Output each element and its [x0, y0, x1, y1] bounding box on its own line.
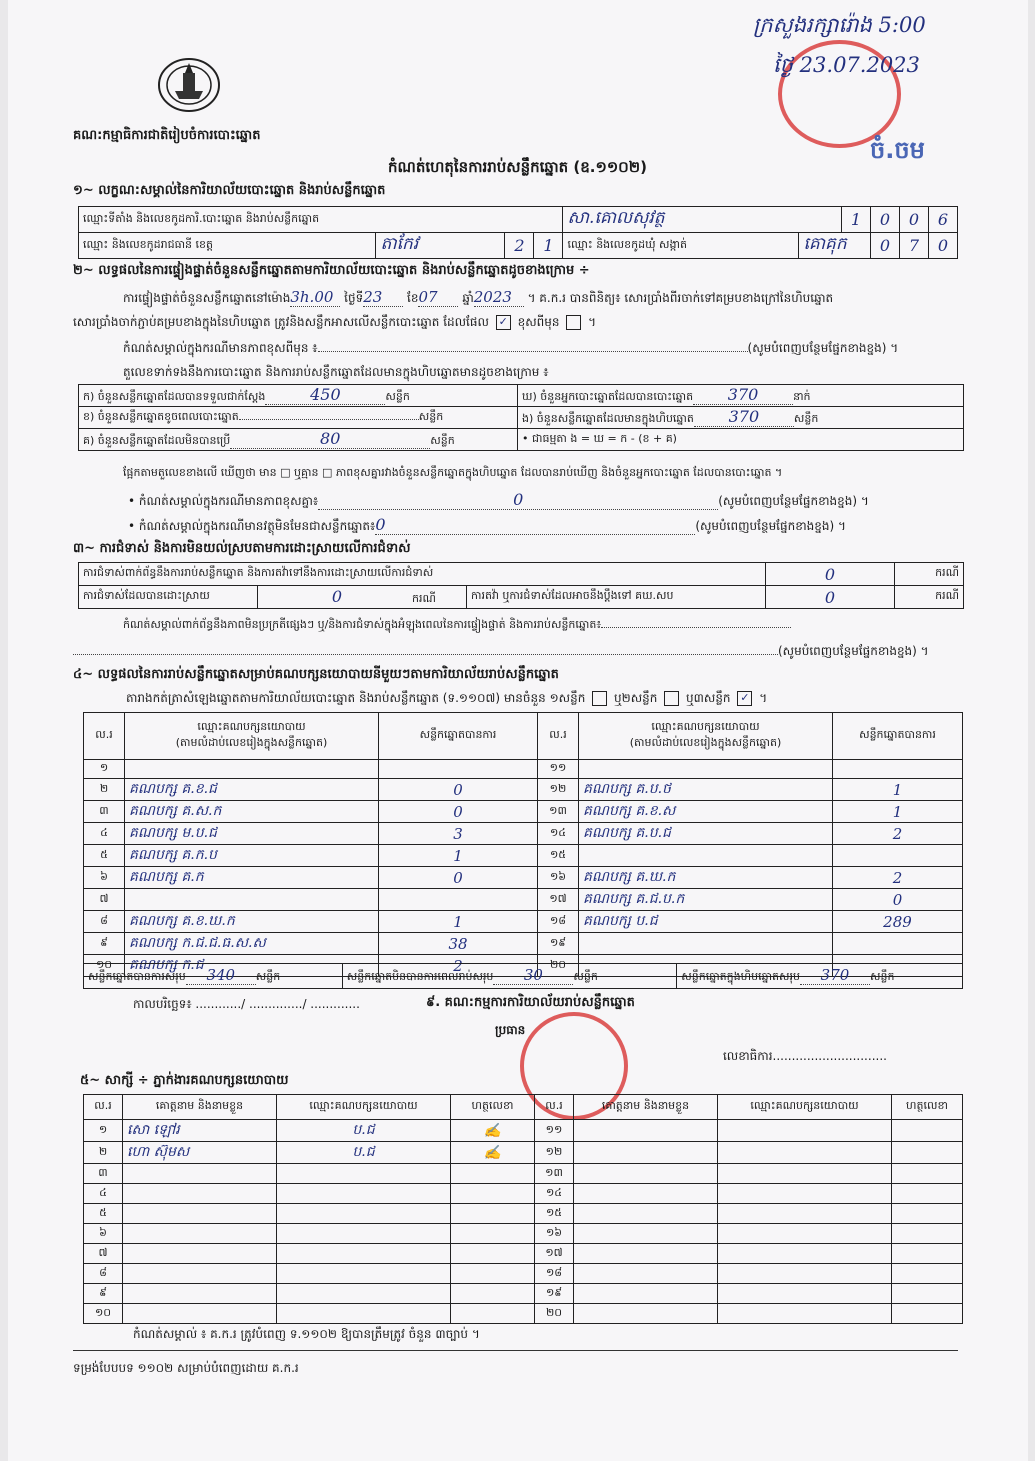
result-party: គណបក្ស គ.ជ.ប.ក [579, 889, 833, 911]
witness-no: ៩ [84, 1284, 123, 1304]
witness-signature [451, 1264, 535, 1284]
result-party: គណបក្ស គ.ខ.ឃ.ក [125, 911, 379, 933]
result-party: គណបក្ស គ.ក.ប [125, 845, 379, 867]
results-totals [83, 963, 963, 989]
unit: សន្លឹក [430, 434, 455, 447]
result-party: គណបក្ស ក.ជ.ជ.ធ.ស.ស [125, 933, 379, 955]
s4-text: ឬ៣សន្លឹក [686, 691, 731, 705]
sign-date: កាលបរិច្ឆេទ៖ ............/ ............../ ............. [133, 997, 360, 1011]
result-no: ៤ [84, 823, 125, 845]
s2-text: • កំណត់សម្គាល់ក្នុងករណីមានភាពខុសគ្នា៖ [128, 494, 319, 508]
result-party: គណបក្ស ប.ជ [579, 911, 833, 933]
s2-text: ថ្ងៃទី [344, 291, 364, 305]
s2-note [123, 340, 898, 358]
w-col-sign: ហត្ថលេខា [451, 1095, 535, 1120]
witness-name: សោ ឡៅរ [123, 1120, 277, 1142]
spoiled-label: ខ) ចំនួនសន្លឹកឆ្នោតខូចពេលបោះឆ្នោត [83, 409, 239, 423]
table-row [84, 801, 963, 823]
unit: សន្លឹក [418, 409, 444, 423]
table-row [84, 911, 963, 933]
witness-no: ២ [84, 1142, 123, 1164]
witness-no: ២០ [535, 1304, 574, 1324]
s2-paragraph1 [123, 288, 833, 308]
col-party-title: ឈ្មោះគណបក្សនយោបាយ [651, 720, 760, 733]
s1-province-digit: 1 [534, 233, 563, 259]
result-votes [379, 889, 538, 911]
result-party: គណបក្ស គ.ក [125, 867, 379, 889]
section1-table [78, 206, 958, 259]
s3-note-line [73, 643, 929, 661]
s2-text: ខុសពីមុន [517, 315, 560, 329]
result-votes [833, 760, 963, 779]
two-sheet-checkbox[interactable] [664, 691, 679, 706]
resolved-label: ការជំទាស់ដែលបានដោះស្រាយ [79, 586, 258, 609]
witness-name [123, 1284, 277, 1304]
result-party [579, 760, 833, 779]
col-party-title: ឈ្មោះគណបក្សនយោបាយ [197, 720, 306, 733]
witness-signature [892, 1284, 963, 1304]
valid-total-label: សន្លឹកឆ្នោតបានការសរុប [88, 970, 186, 983]
section4-heading: ៤~ លទ្ធផលនៃការរាប់សន្លឹកឆ្នោតសម្រាប់គណបក្សនយោបាយនីមួយៗតាមការិយាល័យរាប់សន្លឹកឆ្នោត [73, 667, 559, 682]
same-checkbox[interactable]: ✓ [496, 315, 511, 330]
unit: សន្លឹក [869, 970, 895, 983]
result-votes [833, 845, 963, 867]
witness-no: ៥ [84, 1204, 123, 1224]
result-votes: 1 [833, 801, 963, 823]
result-party [579, 933, 833, 955]
spoiled-value [239, 419, 419, 420]
table-row [84, 1120, 963, 1142]
witness-party [718, 1244, 892, 1264]
chair-label: ប្រធាន [495, 1023, 526, 1037]
result-party: គណបក្ស គ.ខ.ស [579, 801, 833, 823]
received-label: ក) ចំនួនសន្លឹកឆ្នោតដែលបានទទួលជាក់ស្តែង [83, 390, 266, 403]
s2-intro: តួលេខទាក់ទងនឹងការបោះឆ្នោត និងការរាប់សន្លឹកឆ្នោតដែលមានក្នុងហិបឆ្នោតមានដូចខាងក្រោម ៖ [123, 365, 549, 379]
witness-signature [451, 1184, 535, 1204]
result-no: ៦ [84, 867, 125, 889]
col-no: ល.រ [538, 713, 579, 760]
s2-text: ការផ្ទៀងផ្ទាត់ចំនួនសន្លឹកឆ្នោតនៅម៉ោង [123, 291, 291, 305]
witness-party [277, 1184, 451, 1204]
result-votes: 289 [833, 911, 963, 933]
witness-name [123, 1224, 277, 1244]
nonballot-value: 0 [375, 515, 695, 535]
different-checkbox[interactable] [566, 315, 581, 330]
result-party: គណបក្ស គ.ស.ក [125, 801, 379, 823]
resolved-value: 0 [331, 586, 343, 606]
s1-commune-digit: 7 [900, 233, 929, 259]
result-no: ៩ [84, 933, 125, 955]
witness-party [718, 1120, 892, 1142]
s2-text: ។ គ.ក.រ បានពិនិត្យ៖ សោរប្រាំងពីរចាក់ទៅគម្របខាងក្រៅនៃហិបឆ្នោត [527, 291, 834, 305]
unit-case: ករណី [412, 591, 436, 605]
witness-party [718, 1164, 892, 1184]
unit-case: ករណី [895, 563, 964, 586]
inbox-label: ង) ចំនួនសន្លឹកឆ្នោតដែលមានក្នុងហិបឆ្នោត [522, 412, 694, 425]
witness-table [83, 1094, 963, 1324]
witness-party [718, 1204, 892, 1224]
objection-table [78, 562, 964, 609]
witness-no: ១៣ [535, 1164, 574, 1184]
invalid-total-label: សន្លឹកឆ្នោតមិនបានការពេលរាប់សរុប [346, 970, 494, 983]
nec-logo [153, 55, 225, 115]
witness-name [123, 1244, 277, 1264]
result-no: ១៤ [538, 823, 579, 845]
col-party-sub: (តាមលំដាប់លេខរៀងក្នុងសន្លឹកឆ្នោត) [629, 736, 782, 749]
ballot-count-table [78, 384, 964, 451]
result-votes: 38 [379, 933, 538, 955]
witness-signature [892, 1264, 963, 1284]
col-votes: សន្លឹកឆ្នោតបានការ [379, 713, 538, 760]
s1-digit: 6 [929, 207, 958, 233]
s2-text: • កំណត់សម្គាល់ក្នុងករណីមានវត្ថុមិនមែនជាសន្លឹកឆ្នោត៖ [128, 519, 376, 533]
unit: សន្លឹក [385, 390, 410, 403]
formula: • ជាធម្មតា ង = ឃ = ក - (ខ + គ) [518, 429, 964, 451]
result-votes: 1 [379, 845, 538, 867]
witness-no: ១៧ [535, 1244, 574, 1264]
result-votes: 2 [833, 823, 963, 845]
appeal-label: ការតវ៉ា ឬការជំទាស់ដែលអាចនឹងប្តឹងទៅ គឃ.សប [467, 586, 766, 609]
objection-value: 0 [766, 563, 895, 586]
received-time: ក្រសួងរក្សារ៉ោង 5:00 [753, 13, 926, 37]
table-row [84, 1204, 963, 1224]
witness-name [574, 1224, 718, 1244]
document-code: ចំ.ចម [870, 136, 925, 164]
witness-no: ១៤ [535, 1184, 574, 1204]
witness-party [718, 1224, 892, 1244]
count-day: 23 [363, 288, 403, 307]
result-votes: 3 [379, 823, 538, 845]
s1-commune-digit: 0 [929, 233, 958, 259]
result-party [579, 845, 833, 867]
inbox-value: 370 [694, 407, 794, 427]
result-party [125, 889, 379, 911]
count-year: 2023 [474, 288, 524, 307]
witness-name [574, 1304, 718, 1324]
section3-heading: ៣~ ការជំទាស់ និងការមិនយល់ស្របតាមការដោះស្រាយលើការជំទាស់ [73, 541, 411, 556]
witness-no: ១២ [535, 1142, 574, 1164]
result-votes: 1 [833, 779, 963, 801]
witness-no: ៤ [84, 1184, 123, 1204]
s2-paragraph2: សោរប្រាំងចាក់ភ្ជាប់គម្របខាងក្នុងនៃហិបឆ្នោត ត្រូវនិងសន្លឹកអាសលើសន្លឹកបោះឆ្នោត ដែលផែល ✓ ខុសពីមុន ។ [73, 315, 597, 329]
w-col-sign: ហត្ថលេខា [892, 1095, 963, 1120]
s3-text: កំណត់សម្គាល់ពាក់ព័ន្ធនឹងភាពមិនប្រក្រតីផ្សេងៗ ឬ/និងការជំទាស់ក្នុងអំឡុងពេលនៃការផ្ទៀងផ្ទាត់ និងការរាប់សន្លឹកឆ្នោត៖ [123, 618, 602, 631]
one-sheet-checkbox[interactable] [592, 691, 607, 706]
unit: សន្លឹក [793, 412, 819, 425]
result-no: ២០ [538, 955, 579, 977]
s2-discrepancy: ផ្អែកតាមតួលេខខាងលើ ឃើញថា មាន □ ឬគ្មាន □ ភាពខុសគ្នារវាងចំនួនសន្លឹកឆ្នោតក្នុងហិបឆ្នោត ដែលបានរាប់ឃើញ និងចំនួនអ្នកបោះឆ្នោត ដែលបានបោះឆ្នោត ។ [123, 466, 783, 479]
witness-name [574, 1264, 718, 1284]
result-no: ១៦ [538, 867, 579, 889]
result-no: ២ [84, 779, 125, 801]
count-time: 3h.00 [290, 288, 340, 307]
valid-total-value: 340 [186, 966, 256, 985]
col-party [579, 713, 833, 760]
unit: នាក់ [793, 390, 811, 403]
witness-name [123, 1184, 277, 1204]
result-no: ១៥ [538, 845, 579, 867]
unused-label: គ) ចំនួនសន្លឹកឆ្នោតដែលមិនបានប្រើ [83, 434, 231, 447]
footer-divider [73, 1350, 958, 1351]
result-no: ៨ [84, 911, 125, 933]
table-row [84, 867, 963, 889]
table-row [84, 1224, 963, 1244]
result-party: គណបក្ស គ.ឃ.ក [579, 867, 833, 889]
s1-province: តាកែវ [376, 233, 505, 259]
s2-hint: (សូមបំពេញបន្ថែមផ្នែកខាងខ្នង) ។ [747, 341, 899, 355]
results-table [83, 712, 963, 977]
table-row [84, 1244, 963, 1264]
table-row [84, 1264, 963, 1284]
witness-name: ហោ ស៊ុមស [123, 1142, 277, 1164]
result-votes [379, 760, 538, 779]
s2-text: សោរប្រាំងចាក់ភ្ជាប់គម្របខាងក្នុងនៃហិបឆ្នោត ត្រូវនិងសន្លឹកអាសលើសន្លឹកបោះឆ្នោត ដែលផែល [73, 315, 489, 329]
witness-signature [892, 1244, 963, 1264]
witness-signature [892, 1184, 963, 1204]
witness-name [123, 1204, 277, 1224]
witness-signature: ✍ [451, 1120, 535, 1142]
s4-text: ឬ២សន្លឹក [614, 691, 658, 705]
result-votes: 0 [379, 867, 538, 889]
result-no: ៧ [84, 889, 125, 911]
result-votes: 2 [379, 955, 538, 977]
w-col-name: គោត្តនាម និងនាមខ្លួន [574, 1095, 718, 1120]
section1-heading: ១~ លក្ខណ:សម្គាល់នៃការិយាល័យបោះឆ្នោត និងរាប់សន្លឹកឆ្នោត [73, 183, 386, 198]
result-no: ១១ [538, 760, 579, 779]
table-row [84, 889, 963, 911]
witness-name [123, 1264, 277, 1284]
result-no: ៣ [84, 801, 125, 823]
s4-intro: តារាងកត់ត្រាសំឡេងឆ្នោតតាមការិយាល័យបោះឆ្នោត និងរាប់សន្លឹកឆ្នោត (ទ.១១០៧) មានចំនួន ១សន្លឹក ឬ២សន្លឹក ឬ៣សន្លឹក ✓ ។ [126, 691, 768, 705]
result-no: ១២ [538, 779, 579, 801]
three-sheet-checkbox[interactable]: ✓ [737, 691, 752, 706]
org-name: គណ:កម្មាធិការជាតិរៀបចំការបោះឆ្នោត [73, 128, 261, 143]
witness-name [574, 1142, 718, 1164]
s2-text: ឆ្នាំ [462, 291, 474, 305]
witness-no: ១៩ [535, 1284, 574, 1304]
w-col-party: ឈ្មោះគណបក្សនយោបាយ [277, 1095, 451, 1120]
voters-value: 370 [693, 385, 793, 405]
secretary-label: លេខាធិការ.............................. [723, 1049, 887, 1063]
witness-party [718, 1142, 892, 1164]
objection-label: ការជំទាស់ពាក់ព័ន្ធនឹងការរាប់សន្លឹកឆ្នោត និងការតវ៉ាទៅនឹងការដោះស្រាយលើការជំទាស់ [79, 563, 766, 586]
section2-heading: ២~ លទ្ធផលនៃការផ្ទៀងផ្ទាត់ចំនួនសន្លឹកឆ្នោតតាមការិយាល័យបោះឆ្នោត និងរាប់សន្លឹកឆ្នោតដូចខាងក្រោម ÷ [73, 263, 590, 278]
s2-bullet2 [128, 515, 846, 536]
invalid-total-value: 30 [493, 966, 573, 985]
result-party: គណបក្ស ម.ប.ជ [125, 823, 379, 845]
result-party: គណបក្ស គ.ប.ថ [579, 779, 833, 801]
s1-digit: 0 [900, 207, 929, 233]
unused-value: 80 [230, 429, 430, 449]
result-votes: 2 [833, 867, 963, 889]
witness-no: ១១ [535, 1120, 574, 1142]
witness-party [718, 1284, 892, 1304]
witness-party: ប.ជ [277, 1120, 451, 1142]
s1-row1-label: ឈ្មោះទីតាំង និងលេខកូដការិ.បោះឆ្នោត និងរាប់សន្លឹកឆ្នោត [79, 207, 563, 233]
table-row [84, 760, 963, 779]
page-title: កំណត់ហេតុនៃការរាប់សន្លឹកឆ្នោត (ឧ.១១០២) [388, 158, 648, 176]
result-votes: 0 [379, 801, 538, 823]
table-row [84, 1284, 963, 1304]
count-month: 07 [418, 288, 458, 307]
result-no: ១៨ [538, 911, 579, 933]
witness-signature: ✍ [451, 1142, 535, 1164]
s3-note [123, 618, 791, 634]
result-party: គណបក្ស គ.ប.ជ [579, 823, 833, 845]
witness-no: ១០ [84, 1304, 123, 1324]
col-party [125, 713, 379, 760]
witness-name [574, 1164, 718, 1184]
table-row [84, 933, 963, 955]
s1-row2-label: ឈ្មោះ និងលេខកូដរាជធានី ខេត្ត [79, 233, 376, 259]
s1-digit: 1 [842, 207, 871, 233]
witness-signature [451, 1204, 535, 1224]
witness-party [277, 1164, 451, 1184]
witness-signature [451, 1164, 535, 1184]
witness-party [718, 1304, 892, 1324]
witness-name [574, 1284, 718, 1304]
witness-party [277, 1224, 451, 1244]
s2-hint: (សូមបំពេញបន្ថែមផ្នែកខាងខ្នង) ។ [718, 494, 869, 508]
witness-party [277, 1244, 451, 1264]
office-committee: ៩. គណ:កម្មការការិយាល័យរាប់សន្លឹកឆ្នោត [426, 995, 635, 1010]
witness-signature [451, 1224, 535, 1244]
witness-signature [892, 1204, 963, 1224]
result-votes: 0 [379, 779, 538, 801]
box-total-label: សន្លឹកឆ្នោតក្នុងហិបឆ្នោតសរុប [681, 970, 800, 983]
witness-no: ១៥ [535, 1204, 574, 1224]
witness-no: ១៨ [535, 1264, 574, 1284]
result-votes: 1 [379, 911, 538, 933]
table-row [84, 1142, 963, 1164]
witness-signature [451, 1244, 535, 1264]
result-no: ១៩ [538, 933, 579, 955]
witness-signature [892, 1164, 963, 1184]
witness-party [277, 1304, 451, 1324]
s1-province-digit: 2 [505, 233, 534, 259]
table-row [84, 779, 963, 801]
col-votes: សន្លឹកឆ្នោតបានការ [833, 713, 963, 760]
result-no: ១៣ [538, 801, 579, 823]
result-party: គណបក្ស ក.ជ [125, 955, 379, 977]
result-party: គណបក្ស គ.ខ.ជ [125, 779, 379, 801]
w-col-no: ល.រ [84, 1095, 123, 1120]
voters-label: ឃ) ចំនួនអ្នកបោះឆ្នោតដែលបានបោះឆ្នោត [522, 390, 694, 403]
result-no: ១០ [84, 955, 125, 977]
table-row [84, 1304, 963, 1324]
witness-signature [451, 1304, 535, 1324]
appeal-value: 0 [766, 586, 895, 609]
w-col-name: គោត្តនាម និងនាមខ្លួន [123, 1095, 277, 1120]
witness-name [574, 1204, 718, 1224]
table-row [84, 845, 963, 867]
witness-name [123, 1164, 277, 1184]
witness-no: ៨ [84, 1264, 123, 1284]
s1-commune: គោគុក [799, 233, 871, 259]
table-row [84, 1164, 963, 1184]
witness-signature [892, 1142, 963, 1164]
result-votes: 0 [833, 889, 963, 911]
s2-text: ខែ [407, 291, 419, 305]
unit: សន្លឹក [255, 970, 281, 983]
witness-name [574, 1244, 718, 1264]
unit: សន្លឹក [573, 970, 598, 983]
received-value: 450 [265, 385, 385, 405]
s2-bullet1 [128, 490, 869, 511]
witness-name [123, 1304, 277, 1324]
result-no: ១ [84, 760, 125, 779]
witness-signature [892, 1120, 963, 1142]
table-row [84, 823, 963, 845]
section5-heading: ៥~ សាក្សី ÷ ភ្នាក់ងារគណបក្សនយោបាយ [80, 1073, 289, 1088]
footer-note: កំណត់សម្គាល់ ៖ គ.ក.រ ត្រូវបំពេញ ទ.១១០២ ឱ្យបានត្រឹមត្រូវ ចំនួន ៣ច្បាប់ ។ [133, 1327, 480, 1341]
w-col-no: ល.រ [535, 1095, 574, 1120]
witness-signature [892, 1304, 963, 1324]
witness-party: ប.ជ [277, 1142, 451, 1164]
witness-name [574, 1120, 718, 1142]
s1-commune-label: ឈ្មោះ និងលេខកូដឃុំ សង្កាត់ [563, 233, 799, 259]
discrepancy-value: 0 [318, 490, 718, 510]
s4-text: តារាងកត់ត្រាសំឡេងឆ្នោតតាមការិយាល័យបោះឆ្នោត និងរាប់សន្លឹកឆ្នោត (ទ.១១០៧) មានចំនួន ១សន្លឹក [126, 691, 586, 705]
witness-no: ៧ [84, 1244, 123, 1264]
result-no: ១៧ [538, 889, 579, 911]
witness-no: ៦ [84, 1224, 123, 1244]
s2-text: កំណត់សម្គាល់ក្នុងករណីមានភាពខុសពីមុន ៖ [123, 341, 318, 355]
s1-commune-digit: 0 [871, 233, 900, 259]
witness-no: ១ [84, 1120, 123, 1142]
witness-party [277, 1284, 451, 1304]
unit-case: ករណី [895, 586, 964, 609]
witness-signature [892, 1224, 963, 1244]
result-party [125, 760, 379, 779]
table-row [84, 1184, 963, 1204]
document-page [8, 0, 1028, 1461]
received-date: ថ្ងៃ 23.07.2023 [773, 53, 920, 77]
col-party-sub: (តាមលំដាប់លេខរៀងក្នុងសន្លឹកឆ្នោត) [175, 736, 328, 749]
witness-name [574, 1184, 718, 1204]
witness-party [277, 1264, 451, 1284]
witness-no: ៣ [84, 1164, 123, 1184]
form-caption: ទម្រង់បែបបទ ១១០២ សម្រាប់បំពេញដោយ គ.ក.រ [73, 1361, 299, 1375]
col-no: ល.រ [84, 713, 125, 760]
witness-no: ១៦ [535, 1224, 574, 1244]
witness-party [718, 1184, 892, 1204]
witness-signature [451, 1284, 535, 1304]
result-votes [833, 933, 963, 955]
s1-digit: 0 [871, 207, 900, 233]
s1-row1-value: សា.គោលសុវត្ថ [563, 207, 842, 233]
result-no: ៥ [84, 845, 125, 867]
witness-party [277, 1204, 451, 1224]
s2-hint: (សូមបំពេញបន្ថែមផ្នែកខាងខ្នង) ។ [695, 519, 846, 533]
s3-hint: (សូមបំពេញបន្ថែមផ្នែកខាងខ្នង) ។ [778, 644, 929, 658]
w-col-party: ឈ្មោះគណបក្សនយោបាយ [718, 1095, 892, 1120]
box-total-value: 370 [800, 966, 870, 985]
witness-party [718, 1264, 892, 1284]
